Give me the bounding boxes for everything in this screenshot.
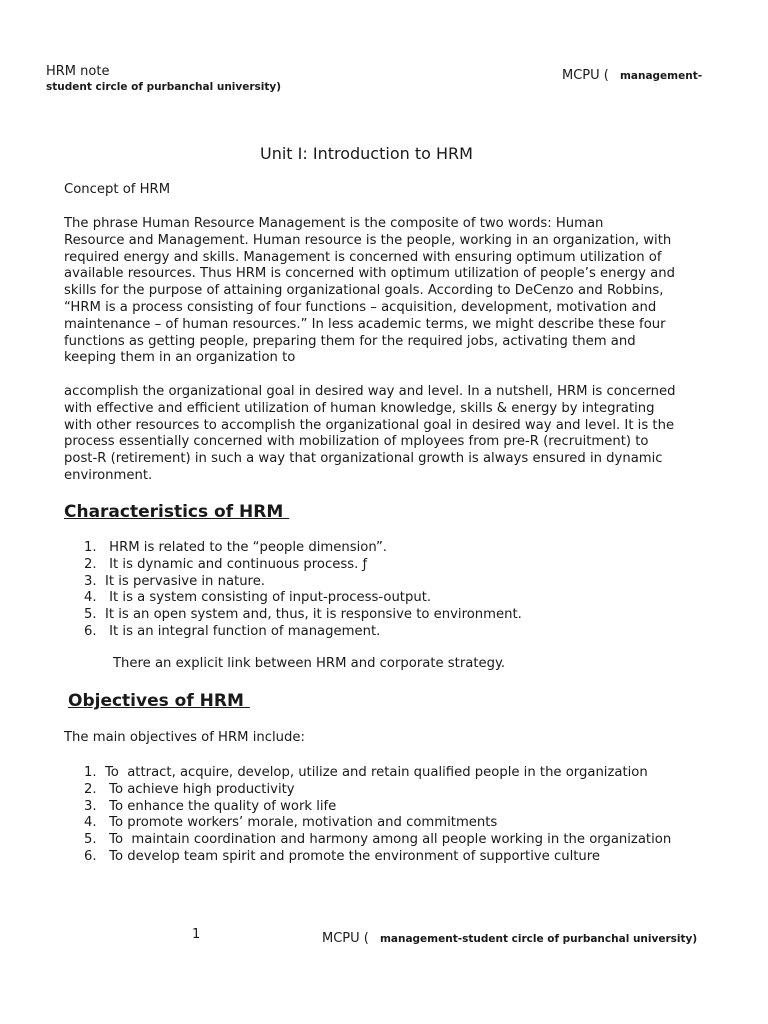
list-item: 2. To achieve high productivity: [84, 781, 295, 797]
header-subline: student circle of purbanchal university): [46, 81, 282, 93]
list-item: 3. It is pervasive in nature.: [84, 573, 265, 589]
header-left: HRM note: [46, 64, 110, 79]
header-right-bold: management-: [619, 70, 703, 82]
paragraph-line: Resource and Management. Human resource is the people, working in an organization, with: [64, 232, 672, 248]
characteristics-list: [84, 540, 522, 641]
paragraph-line: accomplish the organizational goal in desired way and level. In a nutshell, HRM is concerned: [64, 384, 676, 399]
paragraph-line: with other resources to accomplish the organizational goal in desired way and level. It is the: [64, 417, 675, 433]
list-item: 6. It is an integral function of management.: [84, 623, 381, 639]
header-right-text: MCPU (: [562, 68, 609, 83]
paragraph-line: required energy and skills. Management is concerned with ensuring optimum utilization of: [64, 249, 662, 265]
list-item: 1. HRM is related to the “people dimension”.: [84, 540, 387, 555]
paragraph-line: functions as getting people, preparing them for the required jobs, activating them and: [64, 333, 636, 349]
paragraph-line: process essentially concerned with mobilization of mployees from pre-R (recruitment) to: [64, 434, 649, 450]
paragraph-line: with effective and efficient utilization of human knowledge, skills & energy by integrating: [64, 400, 655, 416]
list-item: 3. To enhance the quality of work life: [84, 798, 337, 814]
paragraph-line: keeping them in an organization to: [64, 350, 296, 366]
characteristics-heading: Characteristics of HRM: [64, 502, 290, 522]
paragraph-line: available resources. Thus HRM is concerned with optimum utilization of people’s energy and: [64, 266, 675, 282]
paragraph-line: environment.: [64, 467, 153, 483]
header-right: [562, 64, 702, 83]
paragraph-line: post-R (retirement) in such a way that organizational growth is always ensured in dynamic: [64, 451, 663, 467]
footer-text: MCPU (: [322, 931, 369, 946]
list-item: 5. It is an open system and, thus, it is responsive to environment.: [84, 607, 522, 623]
paragraph-line: skills for the purpose of attaining organizational goals. According to DeCenzo and Robbins,: [64, 283, 664, 299]
objectives-heading: Objectives of HRM: [68, 691, 250, 711]
list-item: 4. It is a system consisting of input-process-output.: [84, 590, 432, 606]
paragraph-line: “HRM is a process consisting of four functions – acquisition, development, motivation and: [64, 299, 657, 315]
list-item: 1. To attract, acquire, develop, utilize and retain qualified people in the organization: [84, 765, 648, 780]
list-item: 5. To maintain coordination and harmony among all people working in the organization: [84, 832, 672, 848]
footer-bold: management-student circle of purbanchal university): [379, 933, 698, 945]
paragraph-concept: [64, 216, 714, 367]
characteristics-note: There an explicit link between HRM and corporate strategy.: [113, 656, 506, 671]
paragraph-line: The phrase Human Resource Management is the composite of two words: Human: [64, 216, 604, 231]
objectives-list: [84, 765, 671, 866]
paragraph-line: maintenance – of human resources.” In less academic terms, we might describe these four: [64, 316, 666, 332]
objectives-intro: The main objectives of HRM include:: [64, 730, 305, 745]
footer: [322, 927, 697, 946]
list-item: 4. To promote workers’ morale, motivation and commitments: [84, 815, 498, 831]
concept-heading: Concept of HRM: [64, 182, 171, 197]
list-item: 2. It is dynamic and continuous process. ƒ: [84, 556, 368, 572]
list-item: 6. To develop team spirit and promote the environment of supportive culture: [84, 848, 601, 864]
page-title: Unit I: Introduction to HRM: [260, 144, 473, 163]
paragraph-nutshell: [64, 384, 714, 485]
page-number: 1: [192, 927, 201, 942]
